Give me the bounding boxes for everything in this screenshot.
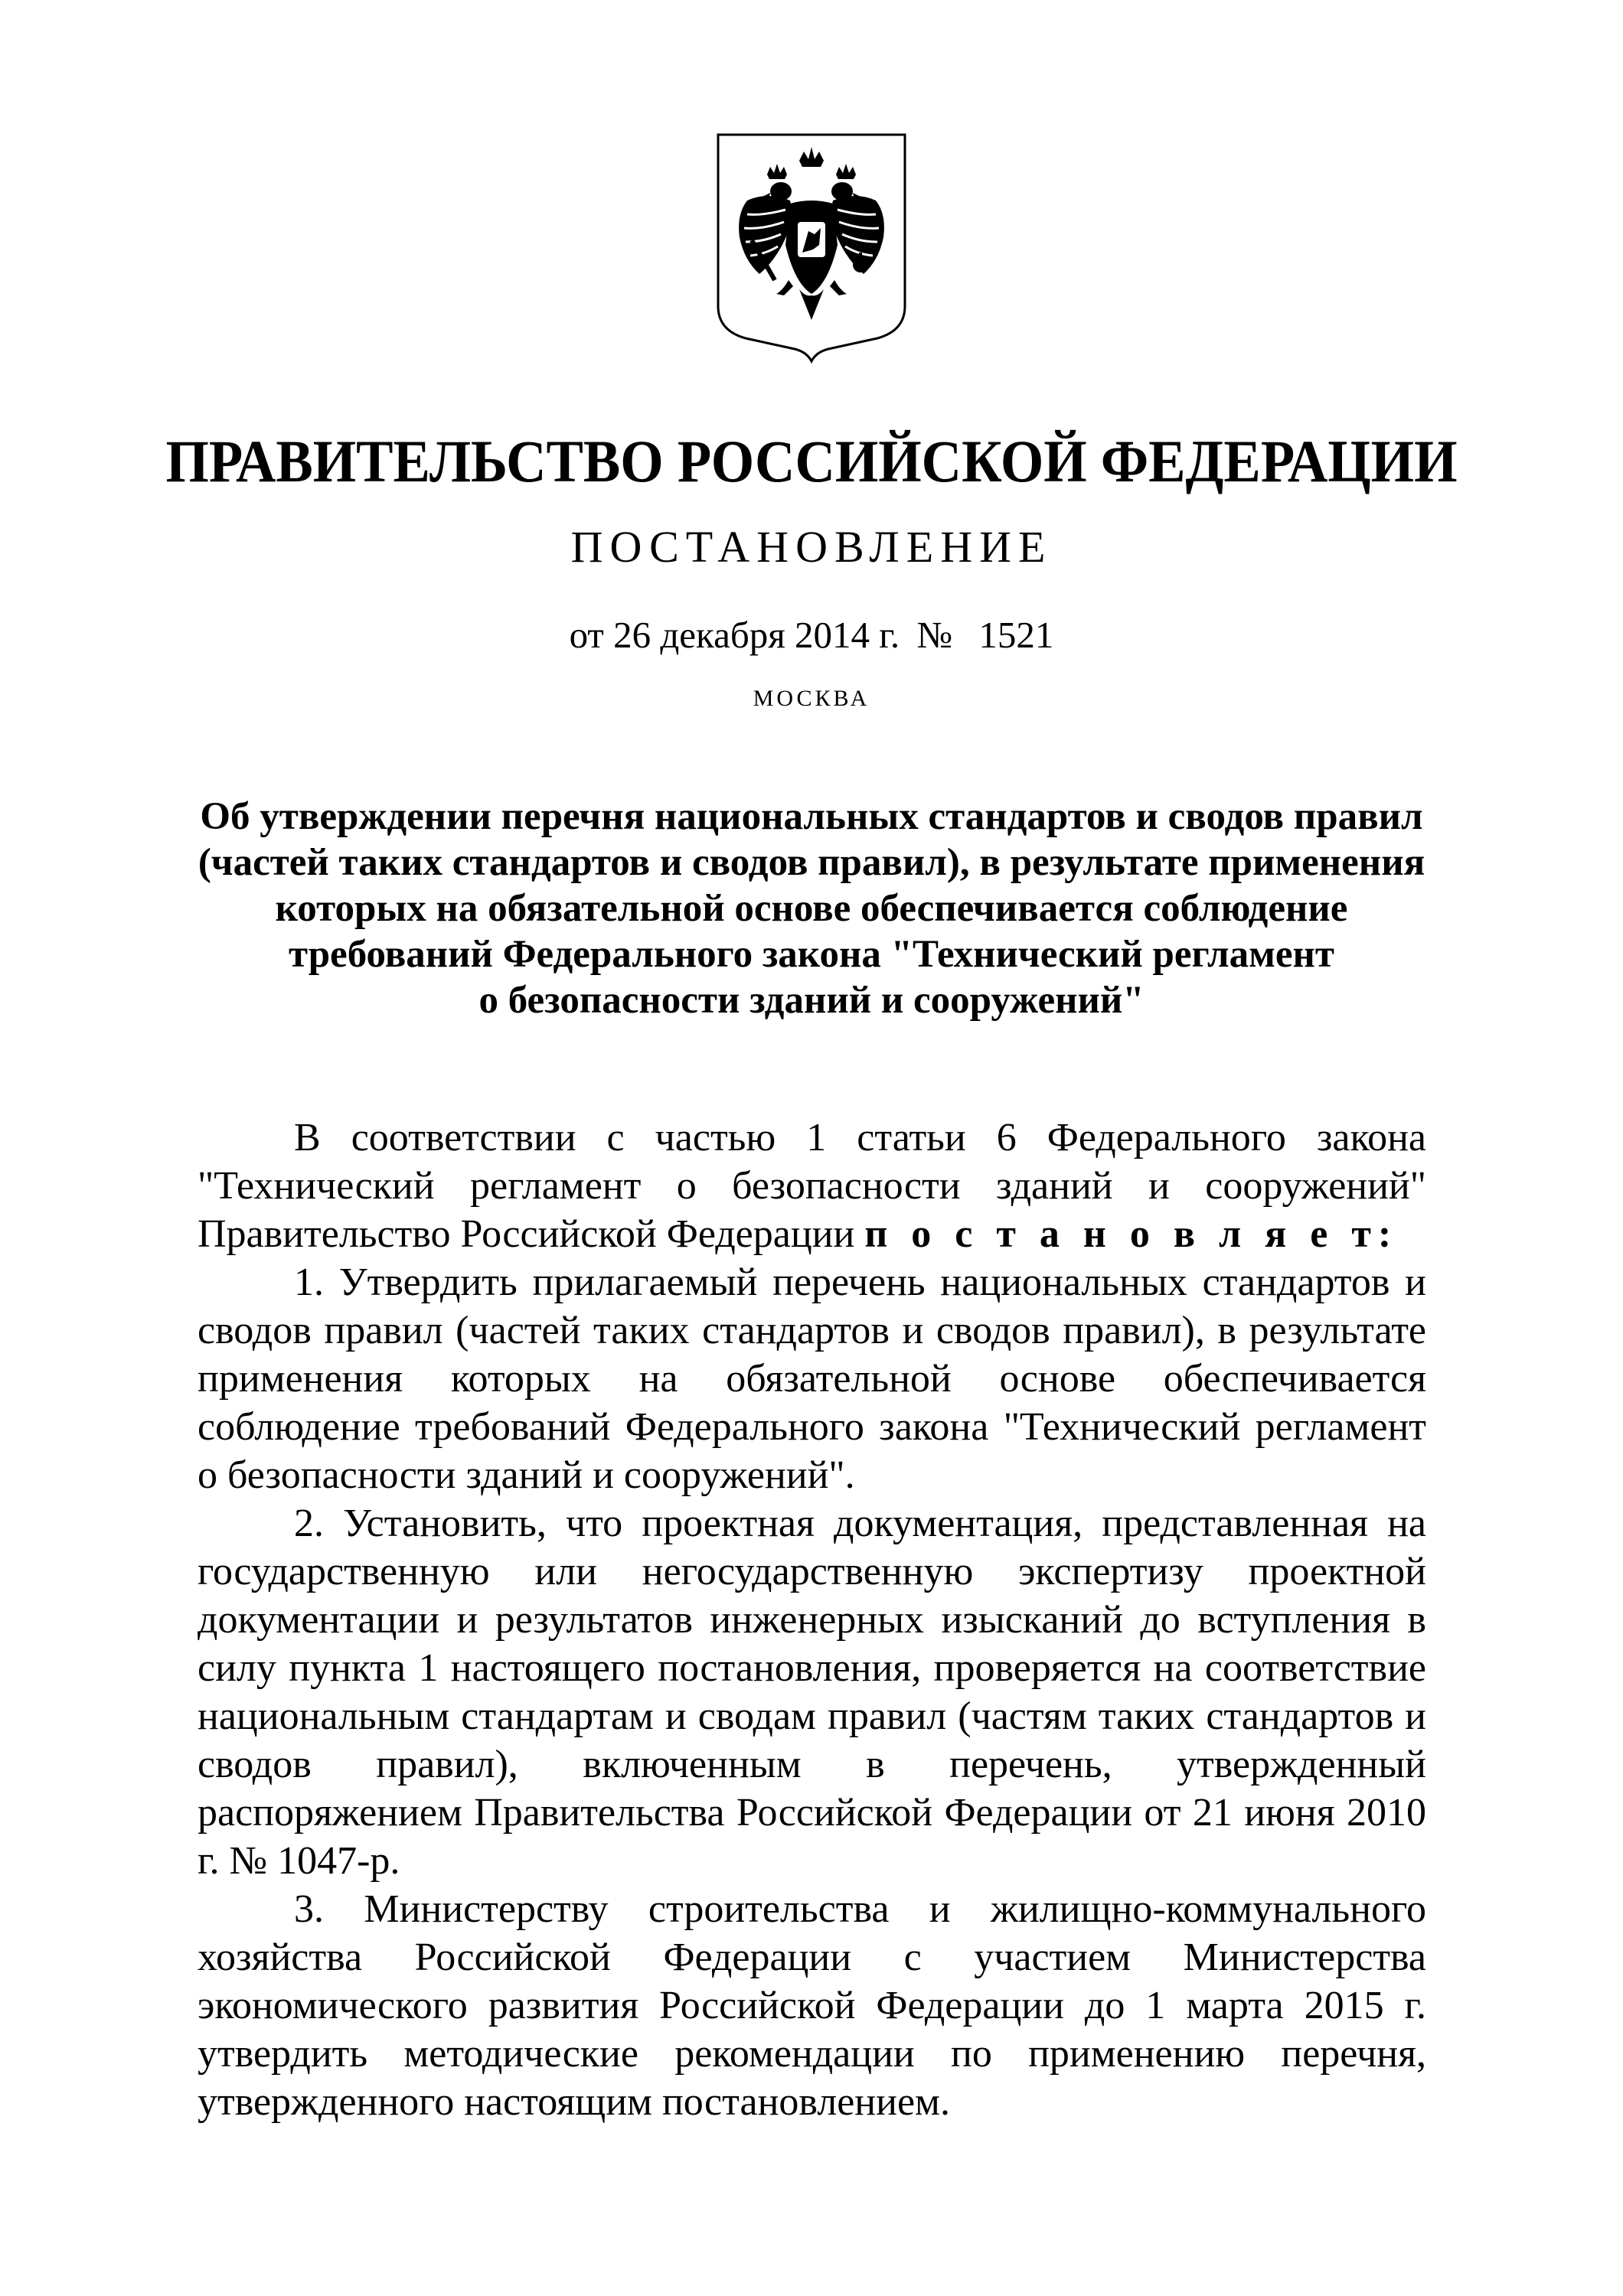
date-and-number [0,612,1623,658]
item-3-paragraph: 3. Министерству строительства и жилищно-коммунального хозяйства Российской Федерации с участием Министерства экономического развития Российской Федерации до 1 марта 2015 г. утвердить методические рекомендации по применению перечня, утвержденного настоящим постановлением. [198,1887,1426,2124]
number-sign: № [916,614,953,656]
document-type: ПОСТАНОВЛЕНИЕ [570,522,1053,572]
subject-line: о безопасности зданий и сооружений" [478,979,1145,1022]
subject-line: которых на обязательной основе обеспечивается соблюдение [275,887,1348,930]
document-body [198,1114,1426,2126]
city: МОСКВА [753,686,870,711]
subject-line: Об утверждении перечня национальных стандартов и сводов правил [200,795,1423,838]
preamble-paragraph [198,1114,1426,1258]
subject-line: (частей таких стандартов и сводов правил), в результате применения [198,841,1425,884]
preamble-text: В соответствии с частью 1 статьи 6 Федерального закона "Технический регламент о безопасности зданий и сооружений" Правительство Российской Федерации [198,1116,1426,1256]
document-subject [0,794,1623,1023]
russian-coat-of-arms-icon [714,130,909,367]
item-2-paragraph: 2. Установить, что проектная документация, представленная на государственную или негосударственную экспертизу проектной документации и результатов инженерных изысканий до вступления в силу пункта 1 настоящего постановления, проверяется на соответствие национальным стандартам и сводам правил (частям таких стандартов и сводов правил), включенным в перечень, утвержденный распоряжением Правительства Российской Федерации от 21 июня 2010 г. № 1047-р. [198,1502,1426,1883]
item-1-paragraph: 1. Утвердить прилагаемый перечень национальных стандартов и сводов правил (частей таких стандартов и сводов правил), в результате применения которых на обязательной основе обеспечивается соблюдение требований Федерального закона "Технический регламент о безопасности зданий и сооружений". [198,1261,1426,1497]
document-number: 1521 [978,614,1054,656]
government-title: ПРАВИТЕЛЬСТВО РОССИЙСКОЙ ФЕДЕРАЦИИ [165,428,1458,494]
subject-line: требований Федерального закона "Технический регламент [289,933,1334,976]
document-date: от 26 декабря 2014 г. [569,614,900,656]
resolves-word: п о с т а н о в л я е т: [864,1212,1399,1256]
